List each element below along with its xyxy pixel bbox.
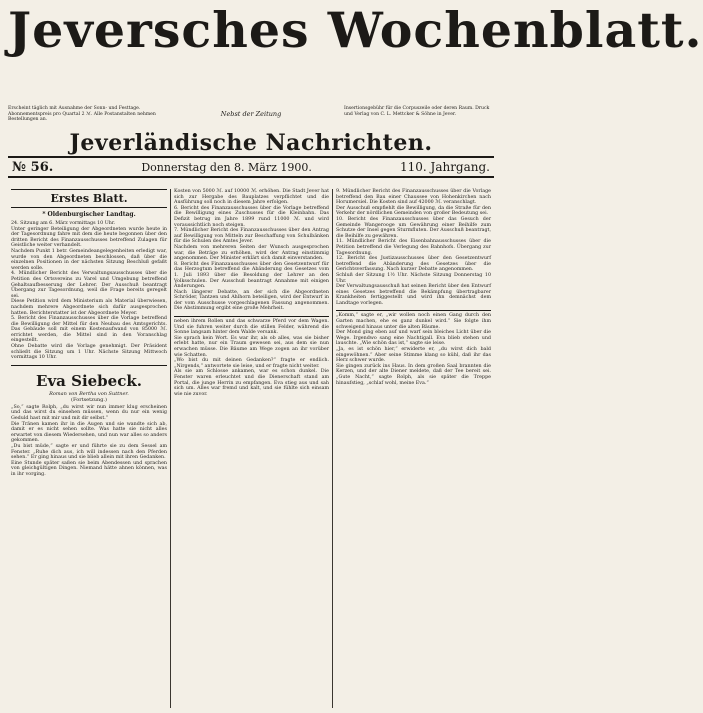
- column-1: [8, 189, 170, 708]
- article-paragraph: 6. Bericht des Finanzausschusses über die Vorlage betreffend die Bewilligung eines Zuschusses für die Kleinbahn. Das Defizit betrug im Jahre 1899 rund 11000 ℳ. und wird voraussichtlich noch steigen.: [174, 205, 329, 228]
- story-paragraph: Eine Stunde später saßen sie beim Abendessen und sprachen von gleichgültigen Dingen. Niemand hätte ahnen können, was in ihr vorging.: [11, 460, 167, 477]
- story-paragraph: Der Mond ging eben auf und warf sein bleiches Licht über die Wege. Irgendwo sang eine Nachtigall. Eva blieb stehen und lauschte. „Wie schön das ist,“ sagte sie leise.: [336, 330, 491, 347]
- article-paragraph: Diese Petition wird dem Ministerium als Material überwiesen, nachdem mehrere Abgeordnete sich dafür ausgesprochen hatten. Berichterstatter ist der Abgeordnete Meyer.: [11, 299, 167, 316]
- issue-date: Donnerstag den 8. März 1900.: [141, 160, 312, 174]
- story-paragraph: „Ja, es ist schön hier,“ erwiderte er, „du wirst dich bald eingewöhnen.“ Aber seine Stimme klang so kühl, daß ihr das Herz schwer wurde.: [336, 347, 491, 364]
- article-paragraph: 4. Mündlicher Bericht des Verwaltungsausschusses über die Petition des Ortsvereins zu Varel und Umgebung betreffend Gehaltsaufbesserung der Lehrer. Der Ausschuß beantragt Übergang zur Tagesordnung, weil die Frage bereits geregelt sei.: [11, 271, 167, 299]
- story-paragraph: Die Tränen kamen ihr in die Augen und sie wandte sich ab, damit er es nicht sehen sollte. Was hatte sie nicht alles erwartet von diesem Wiedersehen, und nun war alles so anders gekommen.: [11, 421, 167, 444]
- column-2: [170, 189, 332, 708]
- columns: [8, 189, 494, 708]
- newspaper-page: [8, 1, 703, 708]
- header-info-row: [8, 106, 494, 130]
- article-paragraph: 8. Bericht des Finanzausschusses über den Gesetzentwurf für das Herzogtum betreffend die Abänderung des Gesetzes vom 1. Juli 1893 über die Besoldung der Lehrer an den Volksschulen. Der Ausschuß beantragt Annahme mit einigen Änderungen.: [174, 261, 329, 290]
- story-paragraph: „Komm,“ sagte er, „wir wollen noch einen Gang durch den Garten machen, ehe es ganz dunkel wird.“ Sie folgte ihm schweigend hinaus unter die alten Bäume.: [336, 313, 491, 330]
- section-box: [11, 189, 167, 208]
- article-paragraph: 10. Bericht des Finanzausschusses über das Gesuch der Gemeinde Wangerooge um Gewährung einer Beihilfe zum Schutze der Insel gegen Sturmfluten. Der Ausschuß beantragt, die Beihilfe zu gewähren.: [336, 216, 491, 239]
- story-divider: [174, 316, 329, 317]
- story-title: Eva Siebeck.: [36, 371, 142, 390]
- story-divider: [11, 365, 167, 366]
- article-paragraph: 7. Mündlicher Bericht des Finanzausschusses über den Antrag auf Bewilligung von Mitteln zur Beschaffung von Schulbänken für die Schulen des Amtes Jever.: [174, 228, 329, 245]
- article-paragraph: 11. Mündlicher Bericht des Eisenbahnausschusses über die Petition betreffend die Verlegung des Bahnhofs. Übergang zur Tagesordnung.: [336, 239, 491, 256]
- article-paragraph: Nachdem Punkt 1 betr. Gemeindeangelegenheiten erledigt war, wurde von den Abgeordneten beschlossen, daß über die einzelnen Positionen in der nächsten Sitzung Beschluß gefaßt werden solle.: [11, 248, 167, 271]
- article-paragraph: Nach längerer Debatte, an der sich die Abgeordneten Schröder, Tantzen und Ahlhorn beteiligen, wird der Entwurf in der vom Ausschusse vorgeschlagenen Fassung angenommen. Die Abstimmung ergibt eine große Mehrheit.: [174, 289, 329, 312]
- subscription-info: Erscheint täglich mit Ausnahme der Sonn- und Festtage. Abonnementspreis pro Quartal 2 ℳ. Alle Postanstalten nehmen Bestellungen an.: [8, 106, 156, 123]
- article-paragraph: Ohne Debatte wird die Vorlage genehmigt. Der Präsident schließt die Sitzung um 1 Uhr. Nächste Sitzung Mittwoch vormittags 10 Uhr.: [11, 344, 167, 361]
- article-paragraph: 12. Bericht des Justizausschusses über den Gesetzentwurf betreffend die Abänderung des Gesetzes über die Gerichtsverfassung. Nach kurzer Debatte angenommen.: [336, 256, 491, 273]
- story-paragraph: Als sie am Schlosse ankamen, war es schon dunkel. Die Fenster waren erleuchtet und die Dienerschaft stand am Portal, die junge Herrin zu empfangen. Eva stieg aus und sah sich um. Alles war fremd und kalt, und sie fühlte sich einsam wie nie zuvor.: [174, 369, 329, 397]
- article-headline: * Oldenburgischer Landtag.: [42, 211, 136, 218]
- article-paragraph: Nachdem von mehreren Seiten der Wunsch ausgesprochen war, die Beträge zu erhöhen, wird der Antrag einstimmig angenommen. Der Minister erklärt sich damit einverstanden.: [174, 244, 329, 262]
- story-paragraph: „So,“ sagte Rolph, „du wirst wir nun immer klug erscheinen und das wirst du einsehen müssen, wenn du nur ein wenig Geduld hast mit mir und mit dir selbst.“: [11, 404, 167, 422]
- article-paragraph: Kosten von 5000 ℳ. auf 10000 ℳ. erhöhen. Die Stadt Jever hat sich zur Hergabe des Bauplatzes verpflichtet und die Ausführung soll noch in diesem Jahre erfolgen.: [174, 189, 329, 206]
- story-continuation: (Fortsetzung.): [71, 396, 107, 403]
- story-divider: [336, 310, 491, 311]
- story-paragraph: neben ihrem Rollen und das schwarze Pferd vor dem Wagen. Und sie fuhren weiter durch die stillen Felder, während die Sonne langsam hinter dem Walde versank.: [174, 319, 329, 336]
- story-paragraph: Sie gingen zurück ins Haus. In dem großen Saal brannten die Kerzen, und der alte Diener meldete, daß der Tee bereit sei. „Gute Nacht,“ sagte Rolph, als sie später die Treppe hinaufstieg, „schlaf wohl, meine Eva.“: [336, 363, 491, 386]
- supplement-note: Nebst der Zeitung: [220, 110, 282, 118]
- bottom-rule: [8, 176, 494, 178]
- article-paragraph: Der Ausschuß empfiehlt die Bewilligung, da die Straße für den Verkehr der nördlichen Gemeinden von großer Bedeutung sei.: [336, 205, 491, 217]
- volume-year: 110. Jahrgang.: [399, 160, 490, 174]
- article-paragraph: Unter geringer Beteiligung der Abgeordneten wurde heute in der Tagesordnung fahre mit dem die heute begonnen über den dritten Bericht des Finanzausschusses betreffend Zulagen für Geistliche weiter verhandelt.: [11, 226, 167, 249]
- story-paragraph: „Du bist müde,“ sagte er und führte sie zu dem Sessel am Fenster. „Ruhe dich aus, ich will indessen nach den Pferden sehen.“ Er ging hinaus und sie blieb allein mit ihren Gedanken.: [11, 444, 167, 461]
- article-paragraph: Der Verwaltungsausschuß hat seinen Bericht über den Entwurf eines Gesetzes betreffend die Bekämpfung übertragbarer Krankheiten fertiggestellt und wird ihn demnächst dem Landtage vorlegen.: [336, 284, 491, 306]
- masthead-title: Jeversches Wochenblatt.: [8, 1, 703, 59]
- issue-number: № 56.: [12, 159, 54, 175]
- section-title: Erstes Blatt.: [50, 192, 128, 205]
- article-paragraph: 9. Mündlicher Bericht des Finanzausschusses über die Vorlage betreffend den Bau einer Chaussee von Hohenkirchen nach Horumersiel. Die Kosten sind auf 42000 ℳ. veranschlagt.: [336, 189, 491, 206]
- column-3: [332, 189, 494, 708]
- publisher-info: Insertionsgebühr für die Corpuszeile oder deren Raum. Druck und Verlag von C. L. Mettcker & Söhne in Jever.: [344, 106, 490, 117]
- dateline: [8, 158, 494, 176]
- story-paragraph: „Wo bist du mit deinen Gedanken?“ fragte er endlich. „Nirgends,“ antwortete sie leise, und er fragte nicht weiter.: [174, 358, 329, 369]
- subtitle: Jeverländische Nachrichten.: [69, 130, 433, 156]
- article-paragraph: Schluß der Sitzung 1½ Uhr. Nächste Sitzung Donnerstag 10 Uhr.: [336, 272, 491, 284]
- article-paragraph: 24. Sitzung am 6. März vormittags 10 Uhr.: [11, 221, 116, 226]
- story-paragraph: Sie sprach kein Wort. Es war ihr, als ob alles, was sie bisher erlebt hatte, nur ein Traum gewesen sei, aus dem sie nun erwachen müsse. Die Bäume am Wege zogen an ihr vorüber wie Schatten.: [174, 335, 329, 358]
- article-paragraph: 5. Bericht des Finanzausschusses über die Vorlage betreffend die Bewilligung der Mittel für den Neubau des Amtsgerichts. Das Gebäude soll mit einem Kostenaufwand von 85000 ℳ. errichtet werden, die Mittel sind in den Voranschlag eingestellt.: [11, 316, 167, 344]
- story-byline: Roman von Bertha von Suttner.: [49, 390, 129, 397]
